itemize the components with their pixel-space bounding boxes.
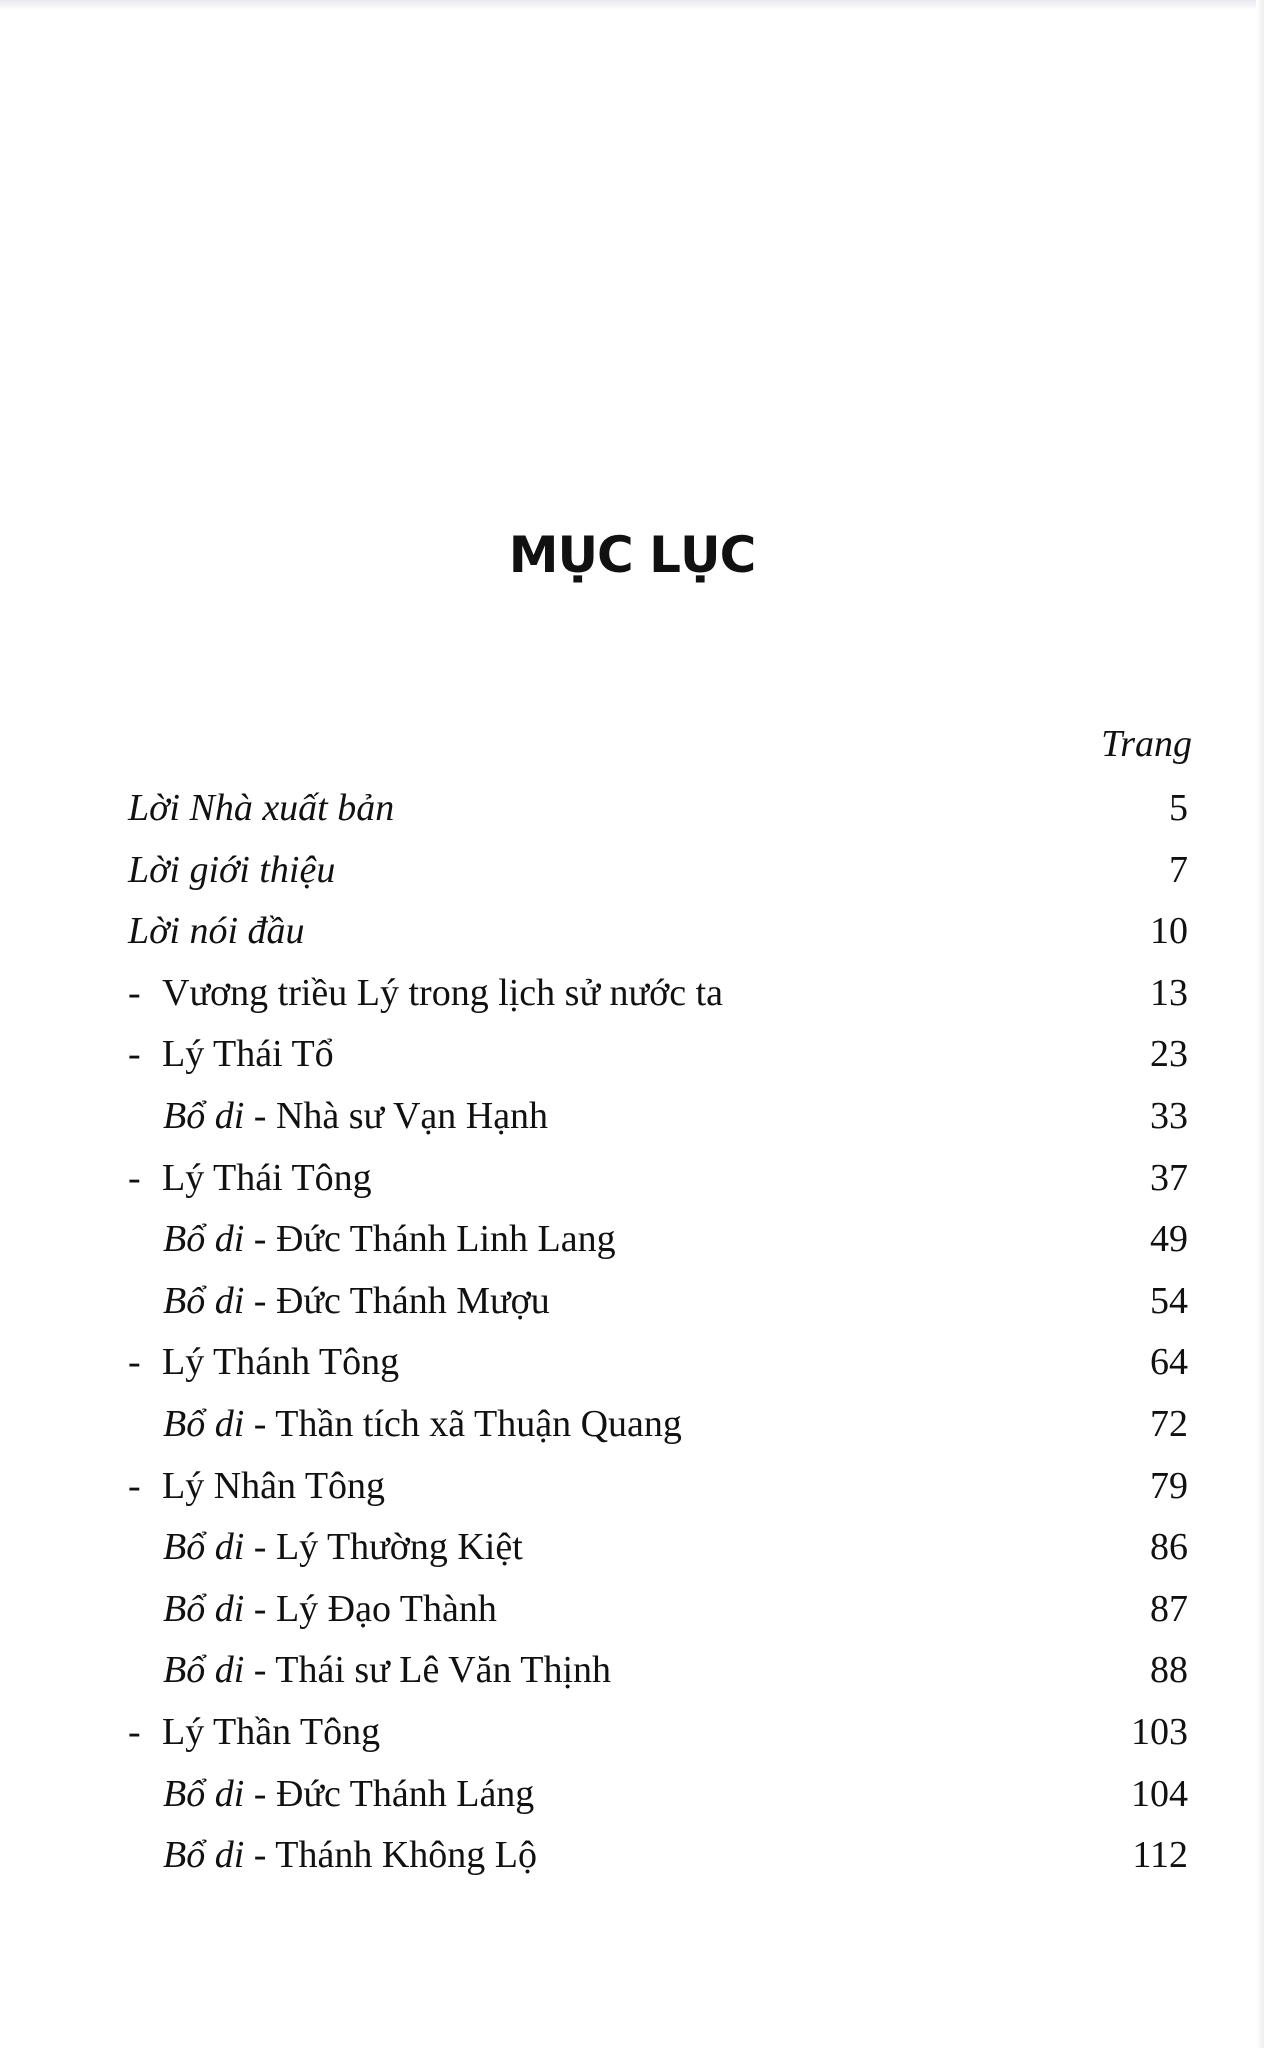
toc-entry-page-number: 23: [1150, 1033, 1188, 1076]
toc-entry: [0, 840, 1264, 902]
toc-entry: [0, 1332, 1264, 1394]
toc-entry-dash: -: [128, 971, 141, 1014]
toc-entry-text: Lời nói đầu: [128, 910, 305, 953]
toc-entry-prefix: Bổ di: [163, 1094, 245, 1137]
toc-entry-dash: -: [128, 1710, 141, 1753]
toc-entry-title: [128, 1702, 380, 1764]
toc-entry-title: [163, 1394, 682, 1456]
toc-entry-page-number: 5: [1169, 787, 1188, 829]
toc-entry: [0, 1825, 1264, 1887]
toc-entry-separator: -: [244, 1218, 276, 1261]
toc-entry-title: [163, 1209, 616, 1271]
toc-entry: [0, 1702, 1264, 1764]
toc-entry-title: [163, 1086, 548, 1148]
page-column-label: Trang: [1101, 723, 1192, 765]
toc-entry-prefix: Bổ di: [163, 1218, 245, 1261]
toc-entry-title: [128, 840, 335, 902]
toc-entry-page-number: 10: [1150, 910, 1188, 953]
toc-entry-page-number: 104: [1131, 1772, 1188, 1815]
toc-entry-title: [128, 1148, 372, 1210]
toc-entry-text: Lý Thái Tông: [162, 1156, 372, 1199]
toc-entry-prefix: Bổ di: [163, 1834, 245, 1877]
toc-entry-text: Thần tích xã Thuận Quang: [275, 1402, 682, 1445]
toc-entry-title: [128, 1332, 399, 1394]
toc-entry-page-number: 13: [1150, 971, 1188, 1014]
toc-entry-prefix: Bổ di: [163, 1772, 245, 1815]
toc-entry-text: Lý Đạo Thành: [275, 1587, 497, 1630]
toc-entry: [0, 1086, 1264, 1148]
toc-entry-page-number: 88: [1150, 1649, 1188, 1692]
toc-entry-page-number: 72: [1150, 1402, 1188, 1445]
toc-entry-page-number: 7: [1169, 848, 1188, 891]
toc-entry-title: [163, 1640, 611, 1702]
toc-entry-dash: -: [128, 1341, 141, 1384]
toc-entry: [0, 1394, 1264, 1456]
toc-entry-text: Đức Thánh Mượu: [275, 1279, 550, 1322]
toc-entry-page-number: 33: [1150, 1094, 1188, 1137]
toc-entry-page-number: 87: [1150, 1587, 1188, 1630]
toc-entry: [0, 901, 1264, 963]
toc-entry-title: [128, 963, 723, 1025]
toc-entry: [0, 1148, 1264, 1210]
toc-entry-text: Lý Thánh Tông: [162, 1341, 400, 1384]
toc-entry: [0, 1517, 1264, 1579]
toc-entry-separator: -: [244, 1649, 276, 1692]
toc-entry-text: Thánh Không Lộ: [275, 1834, 537, 1877]
toc-entry-page-number: 86: [1150, 1526, 1188, 1569]
scan-top-edge: [0, 0, 1264, 10]
toc-entry-dash: -: [128, 1156, 141, 1199]
page-title: MỤC LỤC: [508, 526, 756, 584]
toc-entry-separator: -: [244, 1526, 276, 1569]
toc-entry-title: [163, 1271, 550, 1333]
toc-entry-prefix: Bổ di: [163, 1402, 245, 1445]
toc-entry: [0, 1024, 1264, 1086]
table-of-contents: [0, 778, 1264, 1887]
toc-entry-prefix: Bổ di: [163, 1649, 245, 1692]
toc-entry-title: [128, 1024, 334, 1086]
toc-entry-page-number: 103: [1131, 1710, 1188, 1753]
toc-entry: [0, 963, 1264, 1025]
toc-entry-page-number: 49: [1150, 1218, 1188, 1261]
toc-entry-text: Lý Thần Tông: [162, 1710, 381, 1753]
toc-entry-text: Thái sư Lê Văn Thịnh: [275, 1649, 612, 1692]
toc-entry-title: [128, 1456, 385, 1518]
toc-entry-text: Đức Thánh Linh Lang: [275, 1218, 616, 1261]
toc-entry-prefix: Bổ di: [163, 1526, 245, 1569]
toc-entry-page-number: 54: [1150, 1279, 1188, 1322]
toc-entry-separator: -: [244, 1279, 276, 1322]
toc-entry-dash: -: [128, 1033, 141, 1076]
toc-entry-text: Lý Thường Kiệt: [275, 1526, 523, 1569]
toc-entry-text: Lý Thái Tổ: [162, 1033, 334, 1076]
toc-entry-separator: -: [244, 1402, 276, 1445]
toc-entry-page-number: 79: [1150, 1464, 1188, 1507]
toc-entry-page-number: 64: [1150, 1341, 1188, 1384]
toc-entry-title: [163, 1517, 523, 1579]
toc-entry: [0, 1764, 1264, 1826]
toc-entry: [0, 1209, 1264, 1271]
toc-entry-prefix: Bổ di: [163, 1587, 245, 1630]
toc-entry-text: Lời giới thiệu: [128, 848, 336, 891]
toc-entry-title: [128, 778, 394, 840]
toc-entry-text: Vương triều Lý trong lịch sử nước ta: [162, 971, 724, 1014]
toc-entry-title: [163, 1764, 534, 1826]
toc-entry-text: Đức Thánh Láng: [275, 1772, 535, 1815]
toc-entry-page-number: 37: [1150, 1156, 1188, 1199]
toc-entry: [0, 1456, 1264, 1518]
toc-entry-text: Lý Nhân Tông: [162, 1464, 386, 1507]
toc-entry-separator: -: [244, 1834, 276, 1877]
toc-entry-separator: -: [244, 1094, 276, 1137]
toc-entry-title: [163, 1825, 537, 1887]
toc-entry-title: [163, 1579, 497, 1641]
toc-entry-dash: -: [128, 1464, 141, 1507]
toc-entry: [0, 1640, 1264, 1702]
toc-entry-prefix: Bổ di: [163, 1279, 245, 1322]
toc-entry: [0, 778, 1264, 840]
toc-entry-separator: -: [244, 1587, 276, 1630]
toc-entry-title: [128, 901, 305, 963]
toc-entry-text: Lời Nhà xuất bản: [128, 787, 395, 829]
toc-entry-separator: -: [244, 1772, 276, 1815]
toc-entry-page-number: 112: [1132, 1834, 1188, 1877]
toc-entry-text: Nhà sư Vạn Hạnh: [275, 1094, 549, 1137]
toc-entry: [0, 1271, 1264, 1333]
toc-entry: [0, 1579, 1264, 1641]
